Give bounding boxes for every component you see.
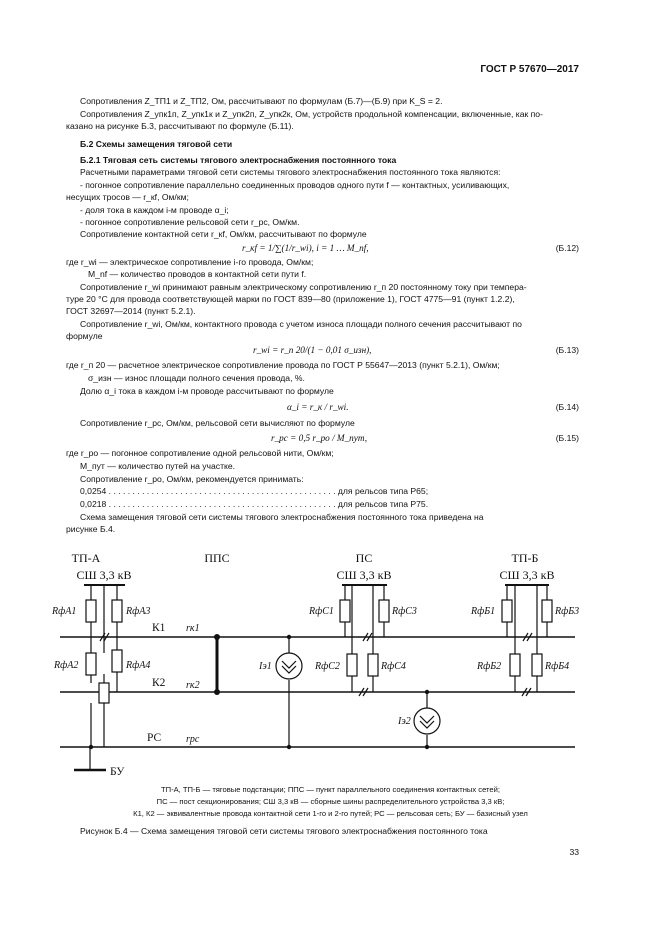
where-sigma: σ_изн — износ площади полного сечения провода, %. bbox=[88, 373, 305, 383]
resistor-fa4 bbox=[112, 650, 122, 672]
label-ssh-a: СШ 3,3 кВ bbox=[76, 568, 132, 582]
paragraph-contact-resistance: Сопротивление контактной сети r_кf, Ом/км, рассчитывают по формуле bbox=[80, 229, 367, 239]
label-rrs: rрс bbox=[186, 734, 200, 745]
formula-b13: r_wi = r_п 20/(1 − 0,01 σ_изн), bbox=[253, 345, 372, 355]
label-ra3: RфА3 bbox=[126, 606, 151, 617]
resistor-fa3 bbox=[112, 600, 122, 622]
label-ra2: RфА2 bbox=[54, 660, 79, 671]
paragraph-wear-2: формуле bbox=[66, 331, 103, 341]
value-p75: 0,0218 . . . . . . . . . . . . . . . . . . . . . . . . . . . . . . . . . . . . . . . . . . . . . . . . для рельсов типа Р75. bbox=[80, 499, 429, 509]
label-rc3: RфС3 bbox=[392, 606, 417, 617]
label-rc1: RфС1 bbox=[309, 606, 334, 617]
section-heading-b2: Б.2 Схемы замещения тяговой сети bbox=[80, 139, 233, 149]
label-rk1: rк1 bbox=[186, 623, 200, 634]
resistor-fc1 bbox=[340, 600, 350, 622]
label-rs: РС bbox=[147, 732, 162, 744]
label-k2: К2 bbox=[152, 677, 166, 689]
resistor-fc2 bbox=[347, 654, 357, 676]
label-rb3: RфБ3 bbox=[555, 606, 580, 617]
label-ie2: Iэ2 bbox=[398, 716, 411, 727]
label-pps: ППС bbox=[204, 551, 230, 565]
label-ie1: Iэ1 bbox=[259, 661, 272, 672]
label-rb4: RфБ4 bbox=[545, 661, 570, 672]
list-item-rkf-cont: несущих тросов — r_кf, Ом/км; bbox=[66, 192, 189, 202]
label-rc2: RфС2 bbox=[315, 661, 340, 672]
document-id: ГОСТ Р 57670—2017 bbox=[480, 64, 579, 75]
label-rb2: RфБ2 bbox=[477, 661, 502, 672]
formula-number-b15: (Б.15) bbox=[555, 433, 579, 443]
label-tp-b: ТП-Б bbox=[511, 551, 539, 565]
equivalent-circuit-diagram bbox=[0, 540, 661, 785]
formula-b15: r_рс = 0,5 r_ро / M_пут, bbox=[271, 433, 367, 443]
paragraph-wear-1: Сопротивление r_wi, Ом/км, контактного провода с учетом износа площади полного сечения рассчитывают по bbox=[80, 319, 522, 329]
formula-b12: r_кf = 1/∑(1/r_wi), i = 1 … M_nf, bbox=[242, 243, 369, 253]
list-item-rrs: - погонное сопротивление рельсовой сети r_рс, Ом/км. bbox=[80, 217, 300, 227]
label-bu: БУ bbox=[110, 766, 125, 778]
current-source-ie2 bbox=[414, 708, 440, 734]
where-rwi: где r_wi — электрическое сопротивление i-го провода, Ом/км; bbox=[66, 257, 314, 267]
current-source-ie1 bbox=[276, 653, 302, 679]
paragraph-rwi-1: Сопротивление r_wi принимают равным электрическому сопротивлению r_п 20 постоянному току при темпера- bbox=[80, 282, 527, 292]
label-ssh-b: СШ 3,3 кВ bbox=[499, 568, 555, 582]
resistor-fa-k2 bbox=[99, 683, 109, 703]
formula-number-b13: (Б.13) bbox=[555, 345, 579, 355]
legend-line-3: К1, К2 — эквивалентные провода контактной сети 1-го и 2-го путей; РС — рельсовая сеть; БУ — базисный узел bbox=[133, 809, 528, 818]
formula-b14: α_i = r_к / r_wi. bbox=[287, 402, 349, 412]
where-mnf: M_nf — количество проводов в контактной сети пути f. bbox=[88, 269, 307, 279]
resistor-fb3 bbox=[542, 600, 552, 622]
label-k1: К1 bbox=[152, 622, 166, 634]
legend-line-2: ПС — пост секционирования; СШ 3,3 кВ — сборные шины распределительного устройства 3,3 кВ; bbox=[156, 797, 505, 806]
figure-caption: Рисунок Б.4 — Схема замещения тяговой сети системы тягового электроснабжения постоянного тока bbox=[80, 826, 488, 836]
label-rc4: RфС4 bbox=[381, 661, 406, 672]
label-ra4: RфА4 bbox=[126, 660, 151, 671]
resistor-fb2 bbox=[510, 654, 520, 676]
where-rro: где r_ро — погонное сопротивление одной рельсовой нити, Ом/км; bbox=[66, 448, 334, 458]
paragraph-zt: Сопротивления Z_ТП1 и Z_ТП2, Ом, рассчитывают по формулам (Б.7)—(Б.9) при K_S = 2. bbox=[80, 96, 443, 106]
paragraph-scheme: Схема замещения тяговой сети системы тягового электроснабжения постоянного тока приведена на bbox=[80, 512, 484, 522]
resistor-fc3 bbox=[379, 600, 389, 622]
resistor-fb4 bbox=[532, 654, 542, 676]
paragraph-rwi-2: туре 20 °С для провода соответствующей марки по ГОСТ 839—80 (приложение 1), ГОСТ 4775—91 (пункт 1.2.2), bbox=[66, 294, 515, 304]
section-heading-b21: Б.2.1 Тяговая сеть системы тягового электроснабжения постоянного тока bbox=[80, 155, 397, 165]
list-item-rkf: - погонное сопротивление параллельно соединенных проводов одного пути f — контактных, усиливающих, bbox=[80, 180, 510, 190]
paragraph-zupk: Сопротивления Z_упк1п, Z_упк1к и Z_упк2п, Z_упк2к, Ом, устройств продольной компенсации, включенные, как по- bbox=[80, 109, 543, 119]
paragraph-params: Расчетными параметрами тяговой сети системы тягового электроснабжения постоянного тока являются: bbox=[80, 167, 501, 177]
list-item-alpha: - доля тока в каждом i-м проводе α_i; bbox=[80, 205, 229, 215]
label-ssh-c: СШ 3,3 кВ bbox=[336, 568, 392, 582]
where-mput: M_пут — количество путей на участке. bbox=[80, 461, 236, 471]
resistor-fb1 bbox=[502, 600, 512, 622]
label-rb1: RфБ1 bbox=[471, 606, 496, 617]
formula-number-b14: (Б.14) bbox=[555, 402, 579, 412]
label-ps: ПС bbox=[355, 551, 373, 565]
label-tp-a: ТП-А bbox=[71, 551, 101, 565]
paragraph-alpha: Долю α_i тока в каждом i-м проводе рассчитывают по формуле bbox=[80, 386, 334, 396]
formula-number-b12: (Б.12) bbox=[555, 243, 579, 253]
resistor-fa1 bbox=[86, 600, 96, 622]
value-p65: 0,0254 . . . . . . . . . . . . . . . . . . . . . . . . . . . . . . . . . . . . . . . . . . . . . . . . для рельсов типа Р65; bbox=[80, 486, 429, 496]
paragraph-scheme-cont: рисунке Б.4. bbox=[66, 524, 116, 534]
label-rk2: rк2 bbox=[186, 680, 200, 691]
paragraph-recommend: Сопротивление r_ро, Ом/км, рекомендуется принимать: bbox=[80, 474, 304, 484]
where-rp20: где r_п 20 — расчетное электрическое сопротивление провода по ГОСТ Р 55647—2013 (пункт 5.2.1), Ом/км; bbox=[66, 360, 500, 370]
paragraph-rail: Сопротивление r_рс, Ом/км, рельсовой сети вычисляют по формуле bbox=[80, 418, 355, 428]
label-ra1: RфА1 bbox=[52, 606, 77, 617]
resistor-fc4 bbox=[368, 654, 378, 676]
legend-line-1: ТП-А, ТП-Б — тяговые подстанции; ППС — пункт параллельного соединения контактных сетей; bbox=[160, 785, 501, 794]
paragraph-zupk-cont: казано на рисунке Б.3, рассчитывают по формуле (Б.11). bbox=[66, 121, 294, 131]
page-number: 33 bbox=[569, 847, 579, 857]
paragraph-rwi-3: ГОСТ 32697—2014 (пункт 5.2.1). bbox=[66, 306, 196, 316]
resistor-fa2 bbox=[86, 653, 96, 675]
